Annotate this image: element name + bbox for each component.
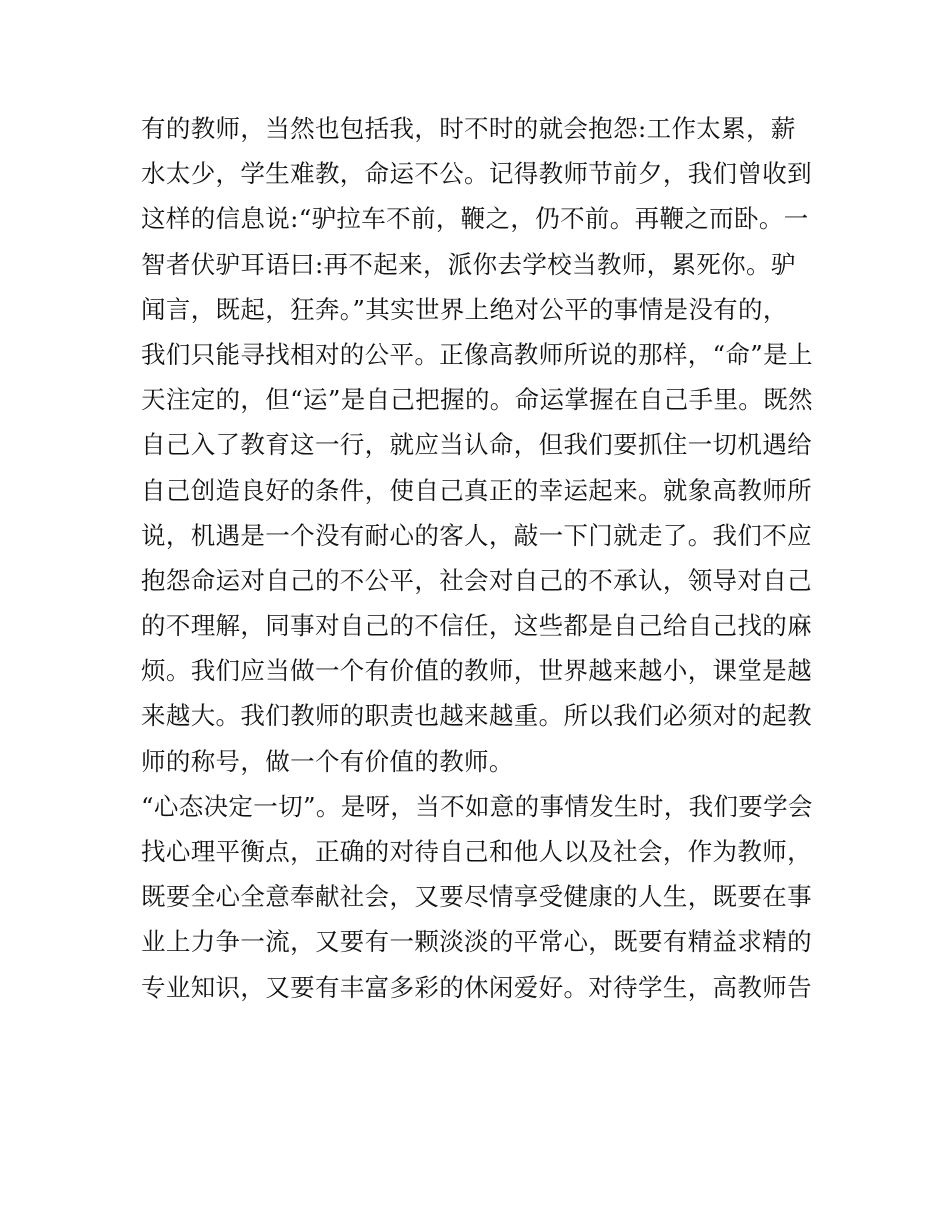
text-line: 烦。我们应当做一个有价值的教师，世界越来越小，课堂是越: [141, 656, 812, 686]
text-line: 这样的信息说:“驴拉车不前，鞭之，仍不前。再鞭之而卧。一: [141, 204, 809, 234]
text-line: 我们只能寻找相对的公平。正像高教师所说的那样，“命”是上: [141, 339, 813, 369]
text-line: 说，机遇是一个没有耐心的客人，敲一下门就走了。我们不应: [141, 520, 812, 550]
text-line: 既要全心全意奉献社会，又要尽情享受健康的人生，既要在事: [141, 882, 812, 912]
text-line: 自己入了教育这一行，就应当认命，但我们要抓住一切机遇给: [141, 430, 812, 460]
text-line: 专业知识，又要有丰富多彩的休闲爱好。对待学生，高教师告: [141, 972, 812, 1002]
text-line: 智者伏驴耳语曰:再不起来，派你去学校当教师，累死你。驴: [141, 249, 796, 279]
text-line: “心态决定一切”。是呀，当不如意的事情发生时，我们要学会: [141, 791, 813, 821]
text-line: 水太少，学生难教，命运不公。记得教师节前夕，我们曾收到: [141, 159, 812, 189]
text-line: 找心理平衡点，正确的对待自己和他人以及社会，作为教师，: [141, 837, 812, 866]
body-text: [141, 106, 821, 1010]
text-line: 抱怨命运对自己的不公平，社会对自己的不承认，领导对自己: [141, 565, 812, 595]
text-line: 师的称号，做一个有价值的教师。: [141, 746, 514, 776]
text-line: 天注定的，但“运”是自己把握的。命运掌握在自己手里。既然: [141, 385, 813, 415]
text-line: 来越大。我们教师的职责也越来越重。所以我们必须对的起教: [141, 701, 812, 731]
text-line: 闻言，既起，狂奔。”其实世界上绝对公平的事情是没有的，: [141, 294, 788, 324]
text-line: 业上力争一流，又要有一颗淡淡的平常心，既要有精益求精的: [141, 927, 812, 957]
text-line: 自己创造良好的条件，使自己真正的幸运起来。就象高教师所: [141, 475, 812, 505]
text-line: 的不理解，同事对自己的不信任，这些都是自己给自己找的麻: [141, 611, 812, 641]
text-line: 有的教师，当然也包括我，时不时的就会抱怨:工作太累，薪: [141, 114, 796, 143]
